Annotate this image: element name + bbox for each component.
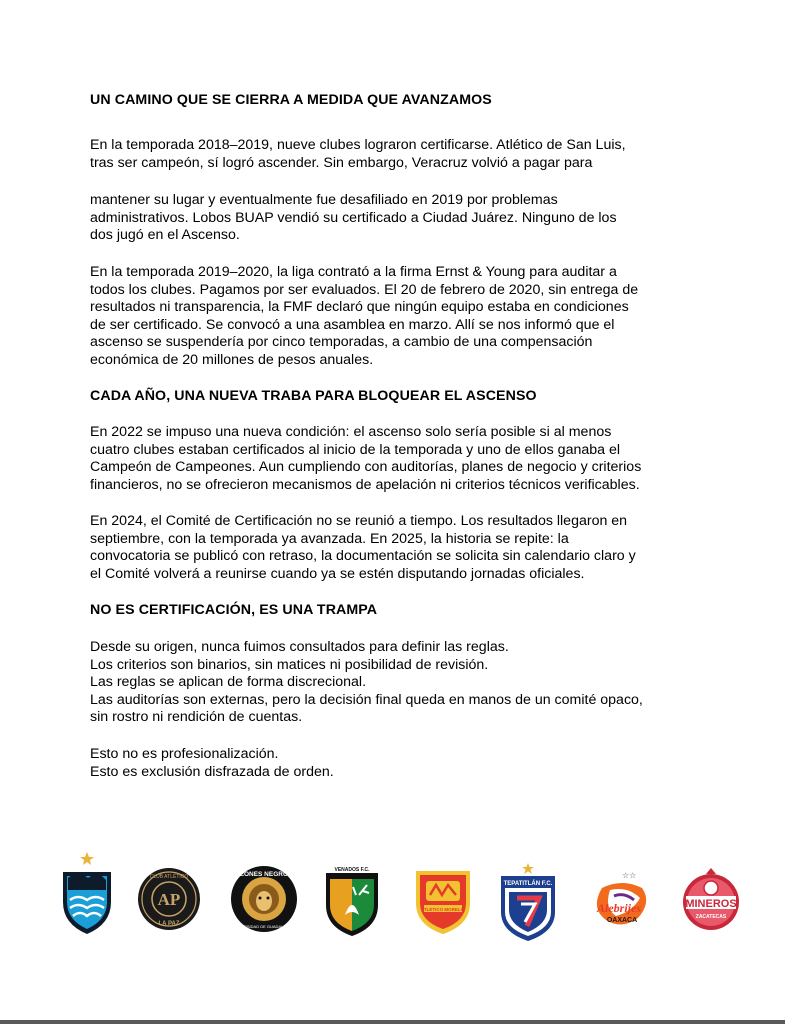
svg-text:TEPATITLÁN F.C.: TEPATITLÁN F.C.: [503, 881, 553, 887]
text-line: resultados ni transparencia, la FMF declaró que ningún equipo estaba en condiciones: [90, 299, 629, 316]
text-line: Desde su origen, nunca fuimos consultados para definir las reglas.: [90, 639, 509, 655]
tepatitlan-fc-logo: [497, 862, 559, 942]
paragraph: [90, 639, 643, 727]
text-line: mantener su lugar y eventualmente fue desafiliado en 2019 por problemas: [90, 192, 558, 208]
text-line: económica de 20 millones de pesos anuales.: [90, 351, 374, 368]
text-line: convocatoria se publicó con retraso, la documentación se solicita sin calendario claro y: [90, 548, 636, 565]
paragraph: [90, 746, 334, 781]
section-heading: NO ES CERTIFICACIÓN, ES UNA TRAMPA: [90, 602, 378, 618]
text-line: financieros, no se ofrecieron mecanismos de apelación ni criterios técnicos verificables.: [90, 476, 640, 493]
text-line: todos los clubes. Pagamos por ser evaluados. El 20 de febrero de 2020, sin entrega de: [90, 281, 639, 298]
svg-text:☆☆: ☆☆: [622, 871, 637, 880]
text-line: sin rostro ni rendición de cuentas.: [90, 709, 303, 726]
club-logos-row: [0, 850, 785, 950]
leones-negros-logo: [230, 865, 298, 933]
svg-text:OAXACA: OAXACA: [606, 917, 638, 924]
svg-text:UNIVERSIDAD DE GUADALAJARA: UNIVERSIDAD DE GUADALAJARA: [231, 924, 297, 929]
venados-fc-logo: [323, 865, 381, 937]
atletico-morelia-logo: [412, 865, 474, 935]
paragraph: [90, 264, 638, 370]
svg-text:VENADOS F.C.: VENADOS F.C.: [334, 867, 370, 873]
section-heading: CADA AÑO, UNA NUEVA TRABA PARA BLOQUEAR EL ASCENSO: [90, 388, 537, 404]
text-line: ascenso se suspendería por cinco temporadas, a cambio de una compensación: [90, 334, 593, 351]
text-line: Esto no es profesionalización.: [90, 746, 279, 762]
text-line: En 2022 se impuso una nueva condición: el ascenso solo sería posible si al menos: [90, 424, 612, 440]
text-line: En la temporada 2019–2020, la liga contrató a la firma Ernst & Young para auditar a: [90, 264, 617, 280]
text-line: administrativos. Lobos BUAP vendió su certificado a Ciudad Juárez. Ninguno de los: [90, 209, 617, 226]
text-line: En la temporada 2018–2019, nueve clubes lograron certificarse. Atlético de San Luis,: [90, 137, 626, 153]
text-line: Campeón de Campeones. Aun cumpliendo con auditorías, planes de negocio y criterios: [90, 459, 642, 476]
svg-text:AP: AP: [157, 890, 181, 909]
text-line: Esto es exclusión disfrazada de orden.: [90, 763, 334, 780]
alebrijes-oaxaca-logo: [582, 868, 656, 934]
text-line: Las auditorías son externas, pero la decisión final queda en manos de un comité opaco,: [90, 691, 643, 708]
paragraph: [90, 513, 636, 583]
text-line: Las reglas se aplican de forma discrecional.: [90, 674, 367, 691]
text-line: cuatro clubes estaban certificados al inicio de la temporada y uno de ellos ganaba el: [90, 441, 621, 458]
text-line: En 2024, el Comité de Certificación no se reunió a tiempo. Los resultados llegaron en: [90, 513, 628, 529]
text-line: Los criterios son binarios, sin matices ni posibilidad de revisión.: [90, 656, 489, 673]
svg-text:ATLÉTICO MORELIA: ATLÉTICO MORELIA: [420, 907, 466, 912]
paragraph: [90, 137, 626, 172]
svg-text:Alebrijes: Alebrijes: [597, 901, 641, 915]
text-line: septiembre, con la temporada ya avanzada. En 2025, la historia se repite: la: [90, 530, 569, 547]
bottom-border: [0, 1020, 785, 1024]
text-line: el Comité volverá a reunirse cuando ya se estén disputando jornadas oficiales.: [90, 565, 585, 582]
text-line: dos jugó en el Ascenso.: [90, 227, 240, 244]
la-paz-logo: [137, 867, 201, 931]
mineros-zacatecas-logo: [680, 866, 742, 932]
paragraph: [90, 192, 617, 245]
section-heading: UN CAMINO QUE SE CIERRA A MEDIDA QUE AVANZAMOS: [90, 92, 492, 108]
svg-text:ZACATECAS: ZACATECAS: [695, 914, 727, 920]
svg-text:LEONES NEGROS: LEONES NEGROS: [235, 871, 293, 878]
svg-text:LA PAZ: LA PAZ: [158, 921, 180, 927]
text-line: tras ser campeón, sí logró ascender. Sin embargo, Veracruz volvió a pagar para: [90, 154, 593, 171]
svg-text:CLUB ATLÉTICO: CLUB ATLÉTICO: [149, 874, 189, 880]
paragraph: [90, 424, 641, 494]
text-line: de ser certificado. Se convocó a una asamblea en marzo. Allí se nos informó que el: [90, 316, 615, 333]
cancun-fc-logo: [58, 850, 116, 936]
svg-text:MINEROS: MINEROS: [685, 898, 737, 910]
